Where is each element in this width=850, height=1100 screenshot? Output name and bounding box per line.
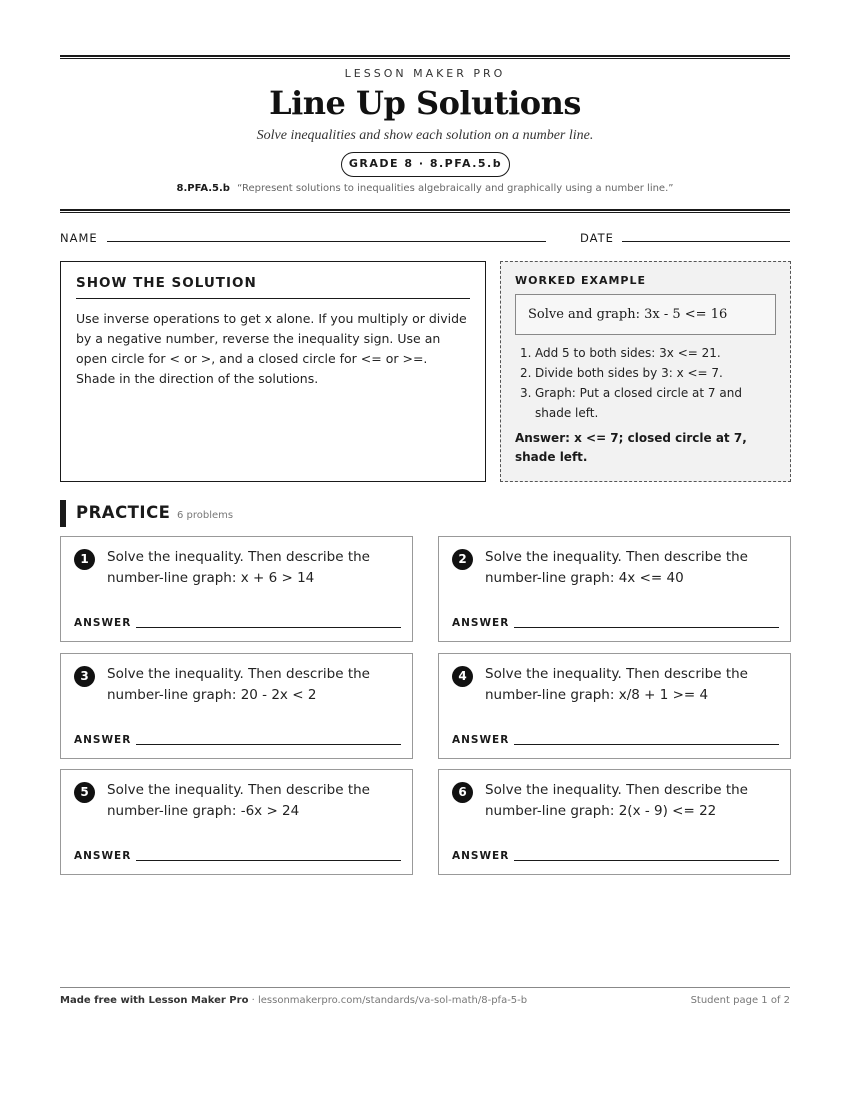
problem-text: Solve the inequality. Then describe the number-line graph: x/8 + 1 >= 4	[485, 666, 748, 703]
problem-number-badge: 1	[74, 549, 95, 570]
step-item: 1. Add 5 to both sides: 3x <= 21.	[520, 346, 721, 360]
date-label: DATE	[580, 231, 614, 245]
problem-text: Solve the inequality. Then describe the number-line graph: 4x <= 40	[485, 549, 748, 586]
answer-line[interactable]	[514, 860, 779, 861]
show-solution-heading: SHOW THE SOLUTION	[76, 275, 470, 299]
step-item: 2. Divide both sides by 3: x <= 7.	[520, 366, 723, 380]
answer-line[interactable]	[136, 627, 401, 628]
footer-made-with: Made free with Lesson Maker Pro	[60, 995, 249, 1006]
answer-line[interactable]	[514, 744, 779, 745]
problem-card-6	[438, 769, 791, 875]
footer-url[interactable]: · lessonmakerpro.com/standards/va-sol-math/8-pfa-5-b	[248, 995, 528, 1006]
problem-card-5	[60, 769, 413, 875]
standard-text: “Represent solutions to inequalities algebraically and graphically using a number line.”	[237, 183, 674, 194]
name-field[interactable]	[107, 241, 546, 242]
problem-card-1	[60, 536, 413, 642]
answer-label: ANSWER	[74, 734, 132, 746]
practice-heading: PRACTICE	[76, 503, 171, 522]
problem-text: Solve the inequality. Then describe the number-line graph: 2(x - 9) <= 22	[485, 782, 748, 819]
step-item: 3. Graph: Put a closed circle at 7 and shade left.	[520, 386, 742, 420]
problem-text: Solve the inequality. Then describe the number-line graph: 20 - 2x < 2	[107, 666, 370, 703]
problem-card-2	[438, 536, 791, 642]
footer-rule	[60, 987, 790, 988]
answer-line[interactable]	[136, 744, 401, 745]
name-label: NAME	[60, 231, 98, 245]
show-solution-text: Use inverse operations to get x alone. If you multiply or divide by a negative number, reverse the inequality sign. Use an open circle for < or >, and a closed circle for <= or >=. Shade in the direction of the solutions.	[76, 311, 467, 386]
footer-credit	[60, 995, 527, 1006]
answer-label: ANSWER	[452, 734, 510, 746]
standard-line	[0, 183, 850, 194]
page-title: Line Up Solutions	[269, 84, 581, 122]
problem-number-badge: 6	[452, 782, 473, 803]
answer-label: ANSWER	[452, 850, 510, 862]
standard-code: 8.PFA.5.b	[176, 183, 230, 194]
problem-card-3	[60, 653, 413, 759]
answer-label: ANSWER	[74, 617, 132, 629]
practice-accent-bar	[60, 500, 66, 527]
header-bottom-rule	[60, 209, 790, 213]
worked-example-problem: Solve and graph: 3x - 5 <= 16	[515, 294, 776, 335]
problem-card-4	[438, 653, 791, 759]
problem-number-badge: 2	[452, 549, 473, 570]
problem-number-badge: 5	[74, 782, 95, 803]
problem-text: Solve the inequality. Then describe the number-line graph: x + 6 > 14	[107, 549, 370, 586]
page-subtitle: Solve inequalities and show each solution on a number line.	[256, 128, 594, 143]
answer-line[interactable]	[514, 627, 779, 628]
date-field[interactable]	[622, 241, 790, 242]
top-rule	[60, 55, 790, 59]
answer-label: ANSWER	[452, 617, 510, 629]
worked-example-answer: Answer: x <= 7; closed circle at 7, shade left.	[515, 431, 747, 464]
grade-badge: GRADE 8 · 8.PFA.5.b	[341, 152, 510, 177]
show-solution-box	[60, 261, 486, 482]
answer-label: ANSWER	[74, 850, 132, 862]
brand-name: LESSON MAKER PRO	[344, 67, 506, 80]
worked-example-box	[500, 261, 791, 482]
problem-number-badge: 3	[74, 666, 95, 687]
footer-page-number: Student page 1 of 2	[690, 995, 790, 1006]
problem-number-badge: 4	[452, 666, 473, 687]
problem-text: Solve the inequality. Then describe the number-line graph: -6x > 24	[107, 782, 370, 819]
worked-example-heading: WORKED EXAMPLE	[515, 274, 646, 287]
answer-line[interactable]	[136, 860, 401, 861]
worked-example-steps	[515, 343, 776, 423]
practice-count: 6 problems	[177, 510, 234, 521]
